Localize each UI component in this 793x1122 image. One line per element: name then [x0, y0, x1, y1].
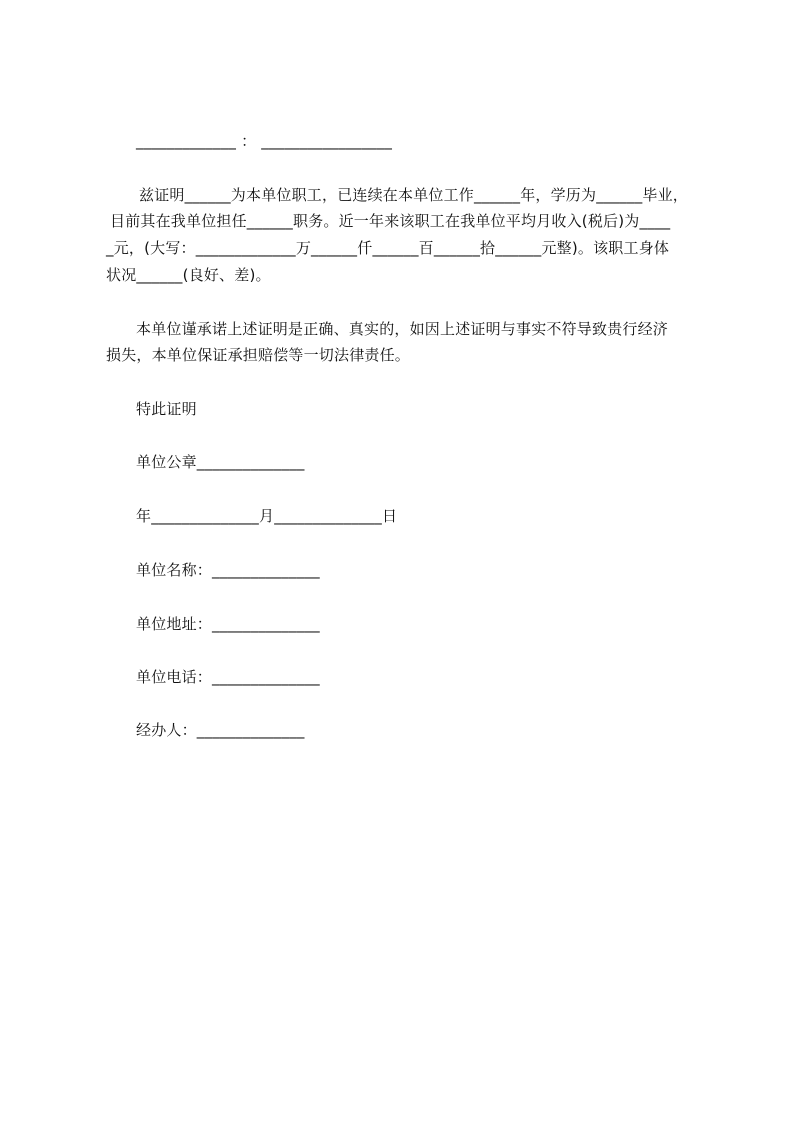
unit-phone-line: 单位电话：______________ — [136, 668, 320, 686]
unit-address-line: 单位地址：______________ — [136, 615, 320, 633]
closing-text: 特此证明 — [136, 400, 197, 418]
seal-line: 单位公章______________ — [136, 453, 305, 471]
body-paragraph-1-line-3: _元，(大写：_____________万______仟______百______拾______元整)。该职工身体 — [106, 239, 670, 257]
unit-name-line: 单位名称：______________ — [136, 561, 320, 579]
body-paragraph-1-line-1: 兹证明______为本单位职工，已连续在本单位工作______年，学历为______毕业， — [139, 186, 689, 204]
handler-line: 经办人：______________ — [136, 721, 305, 739]
body-paragraph-1-line-4: 状况______(良好、差)。 — [106, 266, 271, 284]
body-paragraph-1-line-2: 目前其在我单位担任______职务。近一年来该职工在我单位平均月收入(税后)为____ — [110, 212, 671, 230]
body-paragraph-2-line-2: 损失，本单位保证承担赔偿等一切法律责任。 — [106, 346, 411, 364]
date-line: 年______________月______________日 — [136, 507, 398, 525]
body-paragraph-2-line-1: 本单位谨承诺上述证明是正确、真实的，如因上述证明与事实不符导致贵行经济 — [136, 320, 669, 338]
addressee-line: _____________ ： _________________ — [136, 132, 393, 150]
